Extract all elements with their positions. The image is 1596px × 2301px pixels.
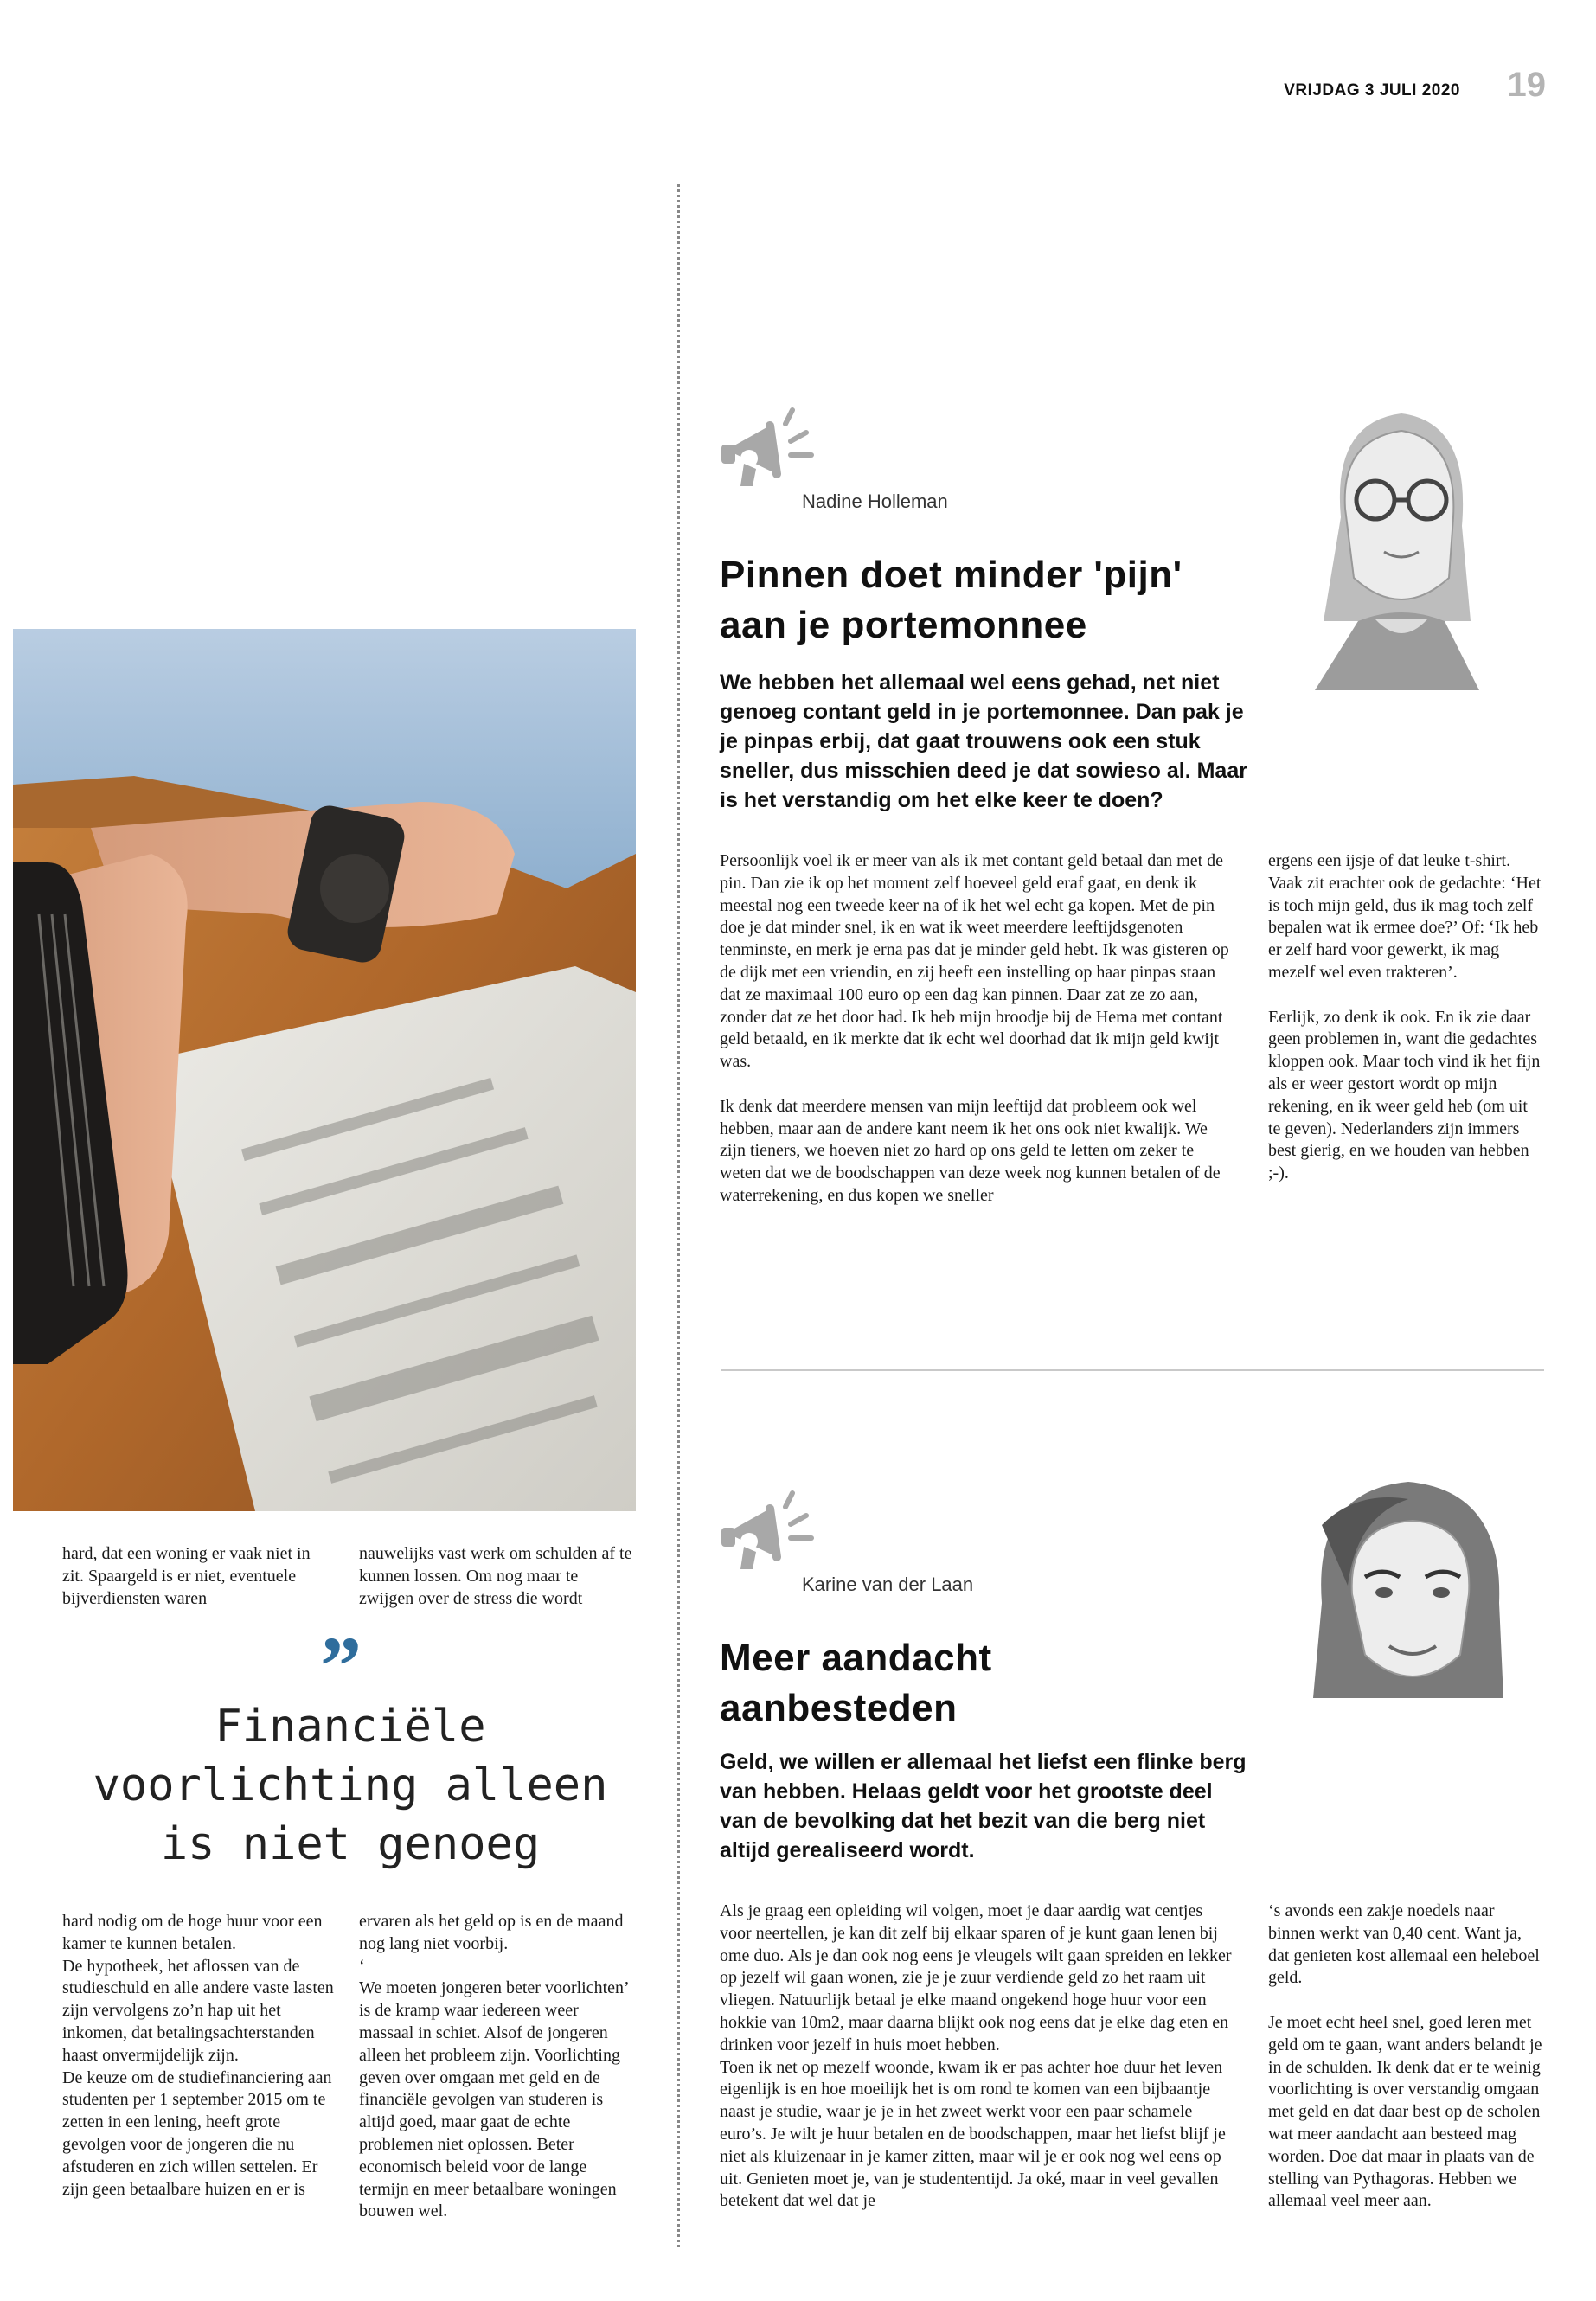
article-col2: ‘s avonds een zakje noedels naar binnen werkt van 0,40 cent. Want ja, dat genieten kost allemaal een heleboel geld. Je moet echt heel snel, goed leren met geld om te gaan, want anders belandt je in de schulden. Ik denk dat er te weinig voorlichting is over verstandig omgaan met geld en dat daar best op de scholen wat meer aandacht aan besteed mag worden. Doe dat maar in plaats van de stelling van Pythagoras. Hebben we allemaal veel meer aan. [1268,1901,1542,2211]
left-bottom-col1: hard nodig om de hoge huur voor een kamer te kunnen betalen. De hypotheek, het aflossen van de studieschuld en alle andere vaste lasten zijn vervolgens zo’n hap uit het inkomen, dat betalingsachterstanden haast onvermijdelijk zijn. De keuze om de studiefinanciering aan studenten per 1 september 2015 om te zetten in een lening, heeft grote gevolgen voor de jongeren die nu afstuderen en zich willen settelen. Er zijn geen betaalbare huizen en er is [62,1912,334,2199]
left-top-col2: nauwelijks vast werk om schulden af te kunnen lossen. Om nog maar te zwijgen over de stress die wordt [359,1544,632,1608]
author-portrait [1304,1473,1512,1724]
headline-line: aanbesteden [720,1687,958,1729]
section-rule [721,1369,1544,1371]
article-headline [720,550,1291,651]
article-intro: We hebben het allemaal wel eens gehad, net niet genoeg contant geld in je portemonnee. Dan pak je je pinpas erbij, dat gaat trouwens ook een stuk sneller, dus misschien deed je dat sowieso al. Maar is het verstandig om het elke keer te doen? [720,670,1247,812]
left-top-col1: hard, dat een woning er vaak niet in zit. Spaargeld is er niet, eventuele bijverdiensten waren [62,1544,311,1608]
issue-date: VRIJDAG 3 JULI 2020 [1284,81,1460,99]
pull-quote-line: Financiële [215,1701,486,1753]
author-name: Karine van der Laan [802,1574,974,1595]
article-col2: ergens een ijsje of dat leuke t-shirt. Vaak zit erachter ook de gedachte: ‘Het is toch mijn geld, dus ik mag toch zelf bepalen wat ik ermee doe?’ Of: ‘Ik heb er zelf hard voor gewerkt, ik mag mezelf wel even trakteren’. Eerlijk, zo denk ik ook. En ik zie daar geen problemen in, want die gedachtes kloppen ook. Maar toch vind ik het fijn als er weer gestort wordt op mijn rekening, en ik weer geld heb (om uit te geven). Nederlanders zijn immers best gierig, en we houden van hebben ;-). [1268,851,1542,1183]
headline-line: Pinnen doet minder 'pijn' [720,554,1183,596]
pull-quote-line: voorlichting alleen [93,1759,608,1811]
author-portrait [1306,405,1488,690]
headline-line: Meer aandacht [720,1637,992,1679]
article-intro: Geld, we willen er allemaal het liefst een flinke berg van hebben. Helaas geldt voor het grootste deel van de bevolking dat het bezit van die berg niet altijd gerealiseerd wordt. [720,1750,1247,1862]
headline-line: aan je portemonnee [720,604,1087,646]
page-number: 19 [1507,66,1546,104]
article-col1: Als je graag een opleiding wil volgen, moet je daar aardig wat centjes voor neertellen, je kan dit zelf bij elkaar sparen of je kunt gaan lenen bij ome duo. Als je dan ook nog eens je vleugels wilt gaan spreiden en lekker op jezelf wil gaan wonen, zie je je zuur verdiende geld zo het raam uit vliegen. Natuurlijk betaal je elke maand ongekend hoge huur voor een hokkie van 10m2, maar daarna blijkt ook nog eens dat je elke dag eten en drinken voor jezelf in huis moet hebben. Toen ik net op mezelf woonde, kwam ik er pas achter hoe duur het leven eigenlijk is en hoe moeilijk het is om rond te komen van een bijbaantje naast je studie, waar je je in het zweet werkt voor een paar schamele euro’s. Je wilt je huur betalen en de boodschappen, maar het liefst blijf je niet als kluizenaar in je kamer zitten, maar wil je er ook nog wel eens op uit. Genieten moet je, van je studententijd. Ja oké, maar in veel gevallen betekent dat wel dat je [720,1901,1232,2211]
author-name: Nadine Holleman [802,490,948,512]
article-headline [720,1633,1256,1734]
wallet-receipt-photo [13,629,636,1511]
column-divider [677,184,680,2247]
left-bottom-col2: ervaren als het geld op is en de maand nog lang niet voorbij. ‘ We moeten jongeren beter voorlichten’ is de kramp waar iedereen weer massaal in schiet. Alsof de jongeren alleen het probleem zijn. Voorlichting geven over omgaan met geld en de financiële gevolgen van studeren is altijd goed, maar gaat de echte problemen niet oplossen. Beter economisch beleid voor de lange termijn en meer betaalbare woningen bouwen wel. [359,1912,629,2221]
pull-quote [82,1697,619,1874]
quote-mark-icon: ” [320,1619,362,1712]
article-col1: Persoonlijk voel ik er meer van als ik met contant geld betaal dan met de pin. Dan zie ik op het moment zelf hoeveel geld eraf gaat, en denk ik meestal nog een tweede keer na of ik het wel echt ga kopen. Met de pin doe je dat minder snel, ik en wat ik weet meerdere leeftijdsgenoten tenminste, en merk je erna pas dat je minder geld hebt. Ik was gisteren op de dijk met een vriendin, en zij heeft een instelling op haar pinpas staan dat ze maximaal 100 euro op een dag kan pinnen. Daar zat ze zo aan, zonder dat ze het door had. Ik heb mijn broodje bij de Hema met contant geld betaald, en ik merkte dat ik echt wel doorhad dat ik mijn geld kwijt was. Ik denk dat meerdere mensen van mijn leeftijd dat probleem ook wel hebben, maar aan de andere kant neem ik het ons ook niet kwalijk. We zijn tieners, we hoeven niet zo hard op ons geld te letten om zeker te weten dat we de boodschappen van deze week nog kunnen betalen of de waterrekening, en dus kopen we sneller [720,851,1229,1205]
megaphone-icon [718,1490,815,1576]
pull-quote-line: is niet genoeg [160,1818,541,1870]
megaphone-icon [718,407,815,493]
